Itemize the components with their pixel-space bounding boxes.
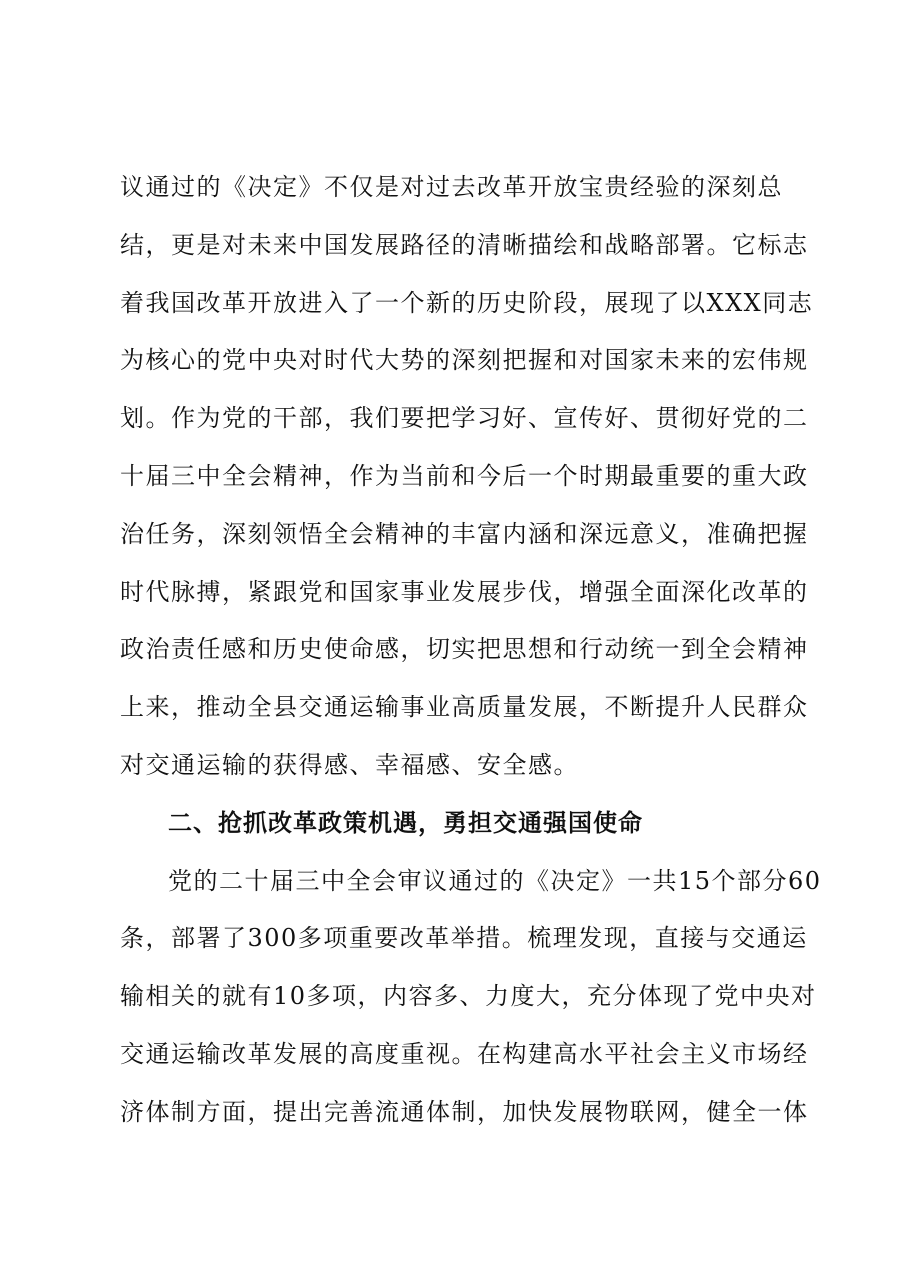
paragraph-line: 党的二十届三中全会审议通过的《决定》一共15个部分60 [168, 866, 822, 895]
section-heading: 二、抢抓改革政策机遇，勇担交通强国使命 [168, 808, 643, 837]
paragraph-line: 济体制方面，提出完善流通体制，加快发展物联网，健全一体 [120, 1097, 809, 1126]
paragraph-line: 输相关的就有10多项，内容多、力度大，充分体现了党中央对 [120, 982, 817, 1011]
paragraph-line: 结，更是对未来中国发展路径的清晰描绘和战略部署。它标志 [120, 230, 809, 259]
paragraph-line: 政治责任感和历史使命感，切实把思想和行动统一到全会精神 [120, 635, 809, 664]
paragraph-line: 交通运输改革发展的高度重视。在构建高水平社会主义市场经 [120, 1039, 809, 1068]
paragraph-line: 十届三中全会精神，作为当前和今后一个时期最重要的重大政 [120, 461, 809, 490]
paragraph-line: 治任务，深刻领悟全会精神的丰富内涵和深远意义，准确把握 [120, 519, 809, 548]
document-body [120, 164, 822, 1147]
paragraph-line: 为核心的党中央对时代大势的深刻把握和对国家未来的宏伟规 [120, 346, 809, 375]
paragraph-line: 上来，推动全县交通运输事业高质量发展，不断提升人民群众 [120, 693, 809, 722]
paragraph-line: 划。作为党的干部，我们要把学习好、宣传好、贯彻好党的二 [120, 404, 809, 433]
paragraph-line: 时代脉搏，紧跟党和国家事业发展步伐，增强全面深化改革的 [120, 577, 809, 606]
paragraph-line: 对交通运输的获得感、幸福感、安全感。 [120, 750, 579, 779]
paragraph-line: 着我国改革开放进入了一个新的历史阶段，展现了以XXX同志 [120, 288, 814, 317]
paragraph-line: 条，部署了300多项重要改革举措。梳理发现，直接与交通运 [120, 924, 808, 953]
paragraph-line: 议通过的《决定》不仅是对过去改革开放宝贵经验的深刻总 [120, 173, 783, 201]
